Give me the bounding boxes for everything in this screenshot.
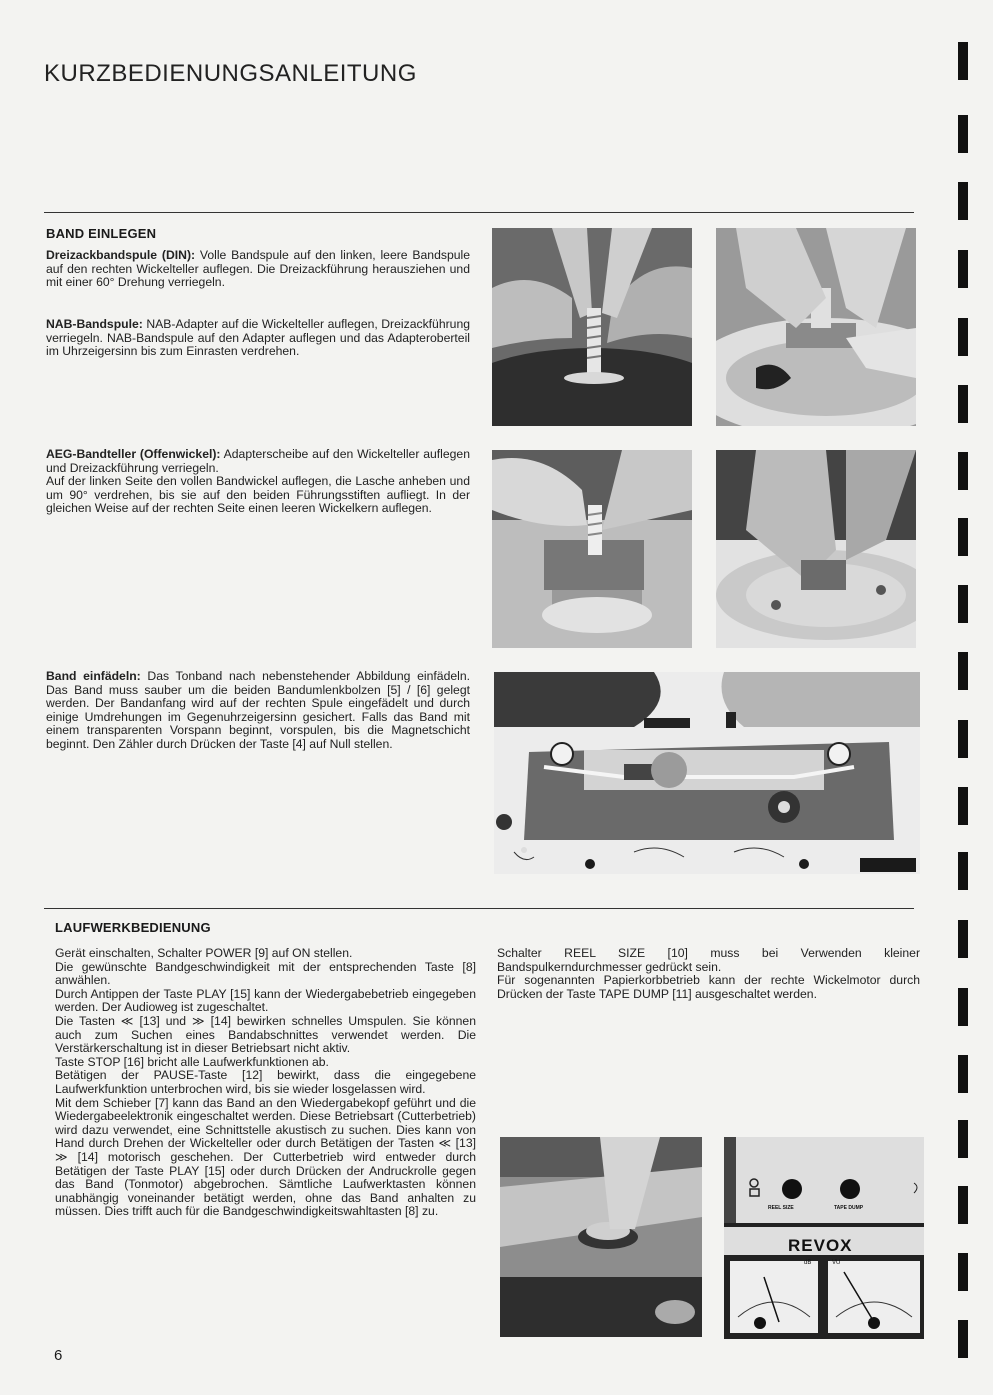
- meter-right-label: VU: [832, 1260, 841, 1266]
- paragraph-nab: NAB-Bandspule: NAB-Adapter auf die Wickelteller auflegen, Dreizackführung verriegeln. NAB-Bandspule auf den Adapter auflegen und das Adapteroberteil im Uhrzeigersinn bis zum Einrasten verdrehen.: [46, 317, 470, 359]
- section-rule-laufwerk: [44, 908, 914, 909]
- section-rule-top: [44, 212, 914, 213]
- laufwerk-line: Für sogenannten Papierkorbbetrieb kann der rechte Wickelmotor durch Drücken der Taste TAPE DUMP [11] ausgeschaltet werden.: [497, 973, 920, 1001]
- laufwerk-line: Schalter REEL SIZE [10] muss bei Verwenden kleiner Bandspulkerndurchmesser gedrückt sein.: [497, 946, 920, 974]
- laufwerk-line: Die Tasten ≪ [13] und ≫ [14] bewirken schnelles Umspulen. Sie können auch zum Suchen eines Bandabschnittes verwendet werden. Die Verstärkerschaltung ist in dieser Betriebsart nicht aktiv.: [55, 1013, 476, 1056]
- laufwerk-left-text: [55, 947, 476, 1219]
- photo-revox-panel: [724, 1137, 924, 1339]
- term-nab: NAB-Bandspule:: [46, 317, 143, 331]
- paragraph-aeg: AEG-Bandteller (Offenwickel): Adapterscheibe auf den Wickelteller auflegen und Dreizackführung verriegeln. Auf der linken Seite den vollen Bandwickel auflegen, die Lasche anheben und um 90° verdrehen, bis sie auf den beiden Führungsstiften aufliegt. In der gleichen Weise auf der rechten Seite einen leeren Wickelkern auflegen.: [46, 447, 470, 516]
- laufwerk-line: Gerät einschalten, Schalter POWER [9] auf ON stellen.: [55, 946, 353, 960]
- photo-nab-adapter: [716, 228, 916, 426]
- laufwerk-line: Die gewünschte Bandgeschwindigkeit mit der entsprechenden Taste [8] anwählen.: [55, 959, 476, 988]
- photo-dreizack-hub: [492, 228, 692, 426]
- photo-tape-threading: [494, 672, 920, 874]
- laufwerk-heading: LAUFWERKBEDIENUNG: [55, 920, 211, 935]
- page-number: 6: [54, 1347, 63, 1364]
- reel-size-label: REEL SIZE: [768, 1205, 794, 1211]
- photo-pause-button: [500, 1137, 702, 1337]
- revox-logo: REVOX: [788, 1236, 853, 1255]
- paragraph-einfaedeln: Band einfädeln: Das Tonband nach nebenstehender Abbildung einfädeln. Das Band muss sauber um die beiden Bandumlenkbolzen [5] / [6] gelegt werden. Der Bandanfang wird auf der rechten Spule eingefädelt und durch einige Umdrehungen im Gegenuhrzeigersinn gesichert. Falls das Band mit einem transparenten Vorspann beginnt, vorspulen, bis die Magnetschicht beginnt. Den Zähler durch Drücken der Taste [4] auf Null stellen.: [46, 669, 470, 751]
- laufwerk-line: Betätigen der PAUSE-Taste [12] bewirkt, dass die eingegebene Laufwerkfunktion unterbrochen wird, bis sie wieder losgelassen wird.: [55, 1068, 476, 1096]
- laufwerk-line: Taste STOP [16] bricht alle Laufwerkfunktionen ab.: [55, 1054, 329, 1069]
- tape-dump-button: [840, 1179, 860, 1199]
- term-einfaedeln: Band einfädeln:: [46, 669, 141, 683]
- term-dreizack: Dreizackbandspule (DIN):: [46, 248, 196, 262]
- photo-wickelkern: [716, 450, 916, 648]
- reel-size-button: [782, 1179, 802, 1199]
- band-einlegen-heading: BAND EINLEGEN: [46, 226, 157, 241]
- term-aeg: AEG-Bandteller (Offenwickel):: [46, 447, 221, 461]
- laufwerk-right-text: [497, 947, 920, 1001]
- tape-dump-label: TAPE DUMP: [834, 1205, 864, 1211]
- photo-aeg-adapter: [492, 450, 692, 648]
- laufwerk-line: Mit dem Schieber [7] kann das Band an den Wiedergabekopf geführt und die Wiedergabeelektronik eingeschaltet werden. Diese Betriebsart (Cutterbetrieb) wird dazu verwendet, eine Schnittstelle akustisch zu suchen. Dies kann von Hand durch Drehen der Wickelteller oder durch Betätigen der Tasten ≪ [13] ≫ [14] motorisch geschehen. Der Cutterbetrieb wird entweder durch Betätigen der Taste PLAY [15] oder durch Drücken der Andruckrolle gegen das Band (Tonmotor) abgebrochen. Sämtliche Laufwerktasten können unabhängig voneinander betätigt werden, ohne das Band anhalten zu müssen. Dies trifft auch für die Bandgeschwindigkeitswahltasten [8] zu.: [55, 1095, 476, 1219]
- laufwerk-line: Durch Antippen der Taste PLAY [15] kann der Wiedergabebetrieb eingegeben werden. Der Audioweg ist zugeschaltet.: [55, 986, 476, 1015]
- paragraph-dreizack: Dreizackbandspule (DIN): Volle Bandspule auf den linken, leere Bandspule auf den rechten Wickelteller auflegen. Die Dreizackführung herausziehen und mit einer 60° Drehung verriegeln.: [46, 248, 470, 290]
- page-title: KURZBEDIENUNGSANLEITUNG: [44, 60, 417, 87]
- meter-left-label: dB: [804, 1260, 812, 1266]
